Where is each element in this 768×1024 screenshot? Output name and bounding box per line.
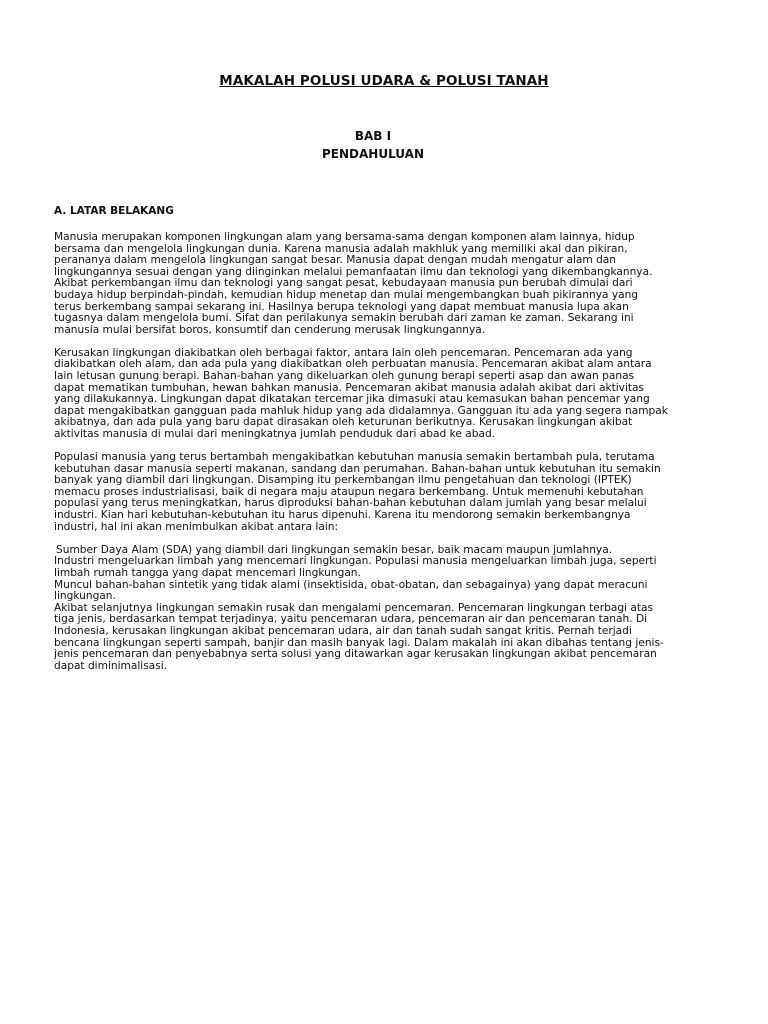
text-line: Populasi manusia yang terus bertambah mengakibatkan kebutuhan manusia semakin bertambah pula, terutama [54, 451, 655, 464]
text-line: memacu proses industrialisasi, baik di negara maju ataupun negara berkembang. Untuk memenuhi kebutahan [54, 485, 644, 498]
text-line: Akibat selanjutnya lingkungan semakin rusak dan mengalami pencemaran. Pencemaran lingkungan terbagi atas [54, 601, 654, 614]
paragraph [54, 348, 704, 441]
text-line: bencana lingkungan seperti sampah, banjir dan masih banyak lagi. Dalam makalah ini akan dibahas tentang jenis- [54, 636, 664, 649]
text-line: Akibat perkembangan ilmu dan teknologi yang sangat pesat, kebudayaan manusia pun berubah dimulai dari [54, 277, 633, 290]
text-line: tugasnya dalam mengelola bumi. Sifat dan perilakunya semakin berubah dari zaman ke zaman. Sekarang ini [54, 312, 634, 325]
text-line: populasi yang terus meningkatkan, harus diproduksi bahan-bahan kebutuhan dalam jumlah yang besar melalui [54, 497, 647, 510]
chapter-name: PENDAHULUAN [322, 147, 424, 161]
text-line: Industri mengeluarkan limbah yang mencemari lingkungan. Populasi manusia mengeluarkan limbah juga, seperti [54, 555, 657, 568]
text-line: Kerusakan lingkungan diakibatkan oleh berbagai faktor, antara lain oleh pencemaran. Pencemaran ada yang [54, 346, 633, 359]
document-title: MAKALAH POLUSI UDARA & POLUSI TANAH [219, 73, 549, 89]
text-line: kebutuhan dasar manusia seperti makanan, sandang dan perumahan. Bahan-bahan untuk kebutuhan itu semakin [54, 462, 661, 475]
text-line: lain letusan gunung berapi. Bahan-bahan yang dikeluarkan oleh gunung berapi seperti asap dan awan panas [54, 370, 635, 383]
text-line: bersama dan mengelola lingkungan dunia. Karena manusia adalah makhluk yang memiliki akal dan pikiran, [54, 242, 628, 255]
text-line: Indonesia, kerusakan lingkungan akibat pencemaran udara, air dan tanah sudah sangat kritis. Pernah terjadi [54, 624, 632, 637]
text-line: aktivitas manusia di mulai dari meningkatnya jumlah penduduk dari abad ke abad. [54, 428, 496, 440]
text-line: dapat diminimalisasi. [54, 659, 168, 672]
text-line: Manusia merupakan komponen lingkungan alam yang bersama-sama dengan komponen alam lainnya, hidup [54, 231, 635, 243]
text-line: budaya hidup berpindah-pindah, kemudian hidup menetap dan mulai mengembangkan buah pikirannya yang [54, 288, 639, 301]
text-line: tiga jenis, berdasarkan tempat terjadinya, yaitu pencemaran udara, pencemaran air dan pencemaran tanah. Di [54, 613, 648, 626]
text-line: terus berkembang sampai sekarang ini. Hasilnya berupa teknologi yang dapat membuat manusia lupa akan [54, 300, 629, 313]
text-line: jenis pencemaran dan penyebabnya serta solusi yang ditawarkan agar kerusakan lingkungan akibat pencemaran [54, 648, 657, 661]
text-line: Sumber Daya Alam (SDA) yang diambil dari lingkungan semakin besar, baik macam maupun jumlahnya. [56, 543, 613, 556]
text-line: Muncul bahan-bahan sintetik yang tidak alami (insektisida, obat-obatan, dan sebagainya) yang dapat meracuni [54, 578, 648, 591]
document-body [54, 232, 704, 672]
text-line: industri, hal ini akan menimbulkan akibat antara lain: [54, 520, 339, 533]
text-line: yang dilakukannya. Lingkungan dapat dikatakan tercemar jika dimasuki atau kemasukan bahan pencemar yang [54, 393, 650, 406]
text-line: perananya dalam mengelola lingkungan sangat besar. Manusia dapat dengan mudah mengatur alam dan [54, 254, 617, 267]
text-line: dapat mengakibatkan gangguan pada mahluk hidup yang ada didalamnya. Gangguan itu ada yang segera nampak [54, 404, 668, 417]
text-line: industri. Kian hari kebutuhan-kebutuhan itu harus dipenuhi. Karena itu mendorong semakin berkembangnya [54, 509, 631, 522]
text-line: akibatnya, dan ada pula yang baru dapat dirasakan oleh keturunan berikutnya. Kerusakan lingkungan akibat [54, 416, 633, 429]
section-heading: A. LATAR BELAKANG [54, 205, 174, 217]
text-line: lingkungannya sesuai dengan yang diinginkan melalui pemanfaatan ilmu dan teknologi yang dikembangkannya. [54, 265, 653, 278]
text-line: diakibatkan oleh alam, dan ada pula yang diakibatkan oleh perbuatan manusia. Pencemaran akibat alam antara [54, 358, 652, 371]
text-line: dapat mematikan tumbuhan, hewan bahkan manusia. Pencemaran akibat manusia adalah akibat dari aktivitas [54, 381, 645, 394]
text-line: lingkungan. [54, 590, 116, 603]
paragraph [54, 545, 704, 673]
text-line: limbah rumah tangga yang dapat mencemari lingkungan. [54, 566, 361, 579]
chapter-number: BAB I [354, 129, 392, 143]
text-line: banyak yang diambil dari lingkungan. Disamping itu perkembangan ilmu pengetahuan dan teknologi (IPTEK) [54, 474, 632, 487]
paragraph [54, 452, 704, 533]
paragraph [54, 232, 704, 336]
text-line: manusia mulai bersifat boros, konsumtif dan cenderung merusak lingkungannya. [54, 323, 486, 336]
